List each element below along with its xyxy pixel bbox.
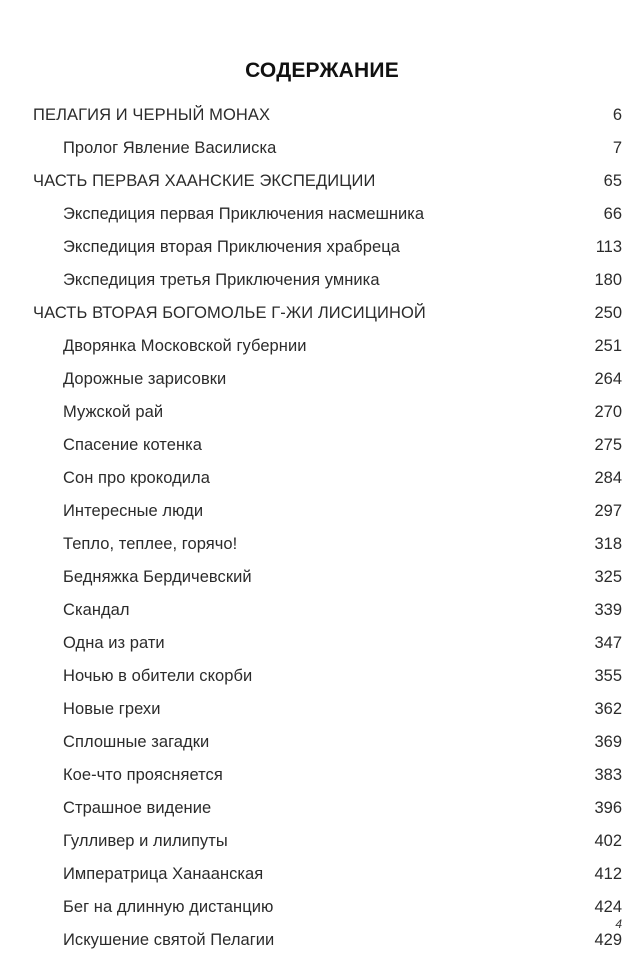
toc-entry-row[interactable] xyxy=(0,264,644,297)
toc-entry-row[interactable] xyxy=(0,495,644,528)
toc-entry-label: Страшное видение xyxy=(63,799,212,817)
toc-entry-page-number: 362 xyxy=(594,700,622,718)
toc-entry-row[interactable] xyxy=(0,330,644,363)
toc-entry-row[interactable] xyxy=(0,792,644,825)
toc-entry-row[interactable] xyxy=(0,528,644,561)
toc-entry-row[interactable] xyxy=(0,891,644,924)
toc-entry-row[interactable] xyxy=(0,924,644,957)
toc-entry-row[interactable] xyxy=(0,561,644,594)
toc-entry-row[interactable] xyxy=(0,825,644,858)
toc-entry-page-number: 250 xyxy=(594,304,622,322)
toc-entry-row[interactable] xyxy=(0,627,644,660)
toc-entry-row[interactable] xyxy=(0,132,644,165)
toc-entry-page-number: 402 xyxy=(594,832,622,850)
toc-entry-page-number: 369 xyxy=(594,733,622,751)
toc-entry-label: ЧАСТЬ ВТОРАЯ БОГОМОЛЬЕ Г-ЖИ ЛИСИЦИНОЙ xyxy=(33,304,426,322)
toc-entry-label: Экспедиция третья Приключения умника xyxy=(63,271,380,289)
toc-entry-label: Спасение котенка xyxy=(63,436,202,454)
toc-entry-label: Ночью в обители скорби xyxy=(63,667,253,685)
page-folio-number: 4 xyxy=(615,917,622,931)
toc-entry-row[interactable] xyxy=(0,594,644,627)
toc-entry-page-number: 396 xyxy=(594,799,622,817)
toc-entry-label: ПЕЛАГИЯ И ЧЕРНЫЙ МОНАХ xyxy=(33,106,271,124)
toc-entry-label: Сплошные загадки xyxy=(63,733,210,751)
toc-entry-label: Одна из рати xyxy=(63,634,165,652)
toc-entry-page-number: 325 xyxy=(594,568,622,586)
toc-entry-label: Бедняжка Бердичевский xyxy=(63,568,252,586)
toc-entry-page-number: 347 xyxy=(594,634,622,652)
toc-entry-page-number: 113 xyxy=(595,238,622,256)
toc-entry-row[interactable] xyxy=(0,462,644,495)
toc-entry-label: Гулливер и лилипуты xyxy=(63,832,228,850)
toc-entry-page-number: 297 xyxy=(594,502,622,520)
toc-entry-page-number: 284 xyxy=(594,469,622,487)
toc-entry-label: Тепло, теплее, горячо! xyxy=(63,535,238,553)
toc-entry-page-number: 65 xyxy=(603,172,622,190)
toc-entry-page-number: 264 xyxy=(594,370,622,388)
toc-entry-page-number: 318 xyxy=(594,535,622,553)
toc-entry-row[interactable] xyxy=(0,726,644,759)
toc-entry-page-number: 7 xyxy=(612,139,622,157)
toc-entry-row[interactable] xyxy=(0,198,644,231)
toc-entry-row[interactable] xyxy=(0,858,644,891)
toc-entry-row[interactable] xyxy=(0,297,644,330)
toc-entry-page-number: 424 xyxy=(594,898,622,916)
toc-entry-label: Императрица Ханаанская xyxy=(63,865,264,883)
toc-entry-label: Кое-что проясняется xyxy=(63,766,223,784)
toc-entry-page-number: 275 xyxy=(594,436,622,454)
toc-entry-page-number: 412 xyxy=(594,865,622,883)
toc-entry-row[interactable] xyxy=(0,429,644,462)
toc-entry-row[interactable] xyxy=(0,363,644,396)
toc-entry-page-number: 429 xyxy=(594,931,622,949)
toc-entry-page-number: 339 xyxy=(594,601,622,619)
toc-entry-row[interactable] xyxy=(0,165,644,198)
toc-entry-label: Мужской рай xyxy=(63,403,164,421)
toc-entry-page-number: 66 xyxy=(603,205,622,223)
page-title: СОДЕРЖАНИЕ xyxy=(245,59,399,82)
toc-entry-label: Искушение святой Пелагии xyxy=(63,931,275,949)
toc-entry-page-number: 383 xyxy=(594,766,622,784)
toc-entry-label: Экспедиция вторая Приключения храбреца xyxy=(63,238,400,256)
table-of-contents-list xyxy=(0,99,644,957)
toc-entry-page-number: 270 xyxy=(594,403,622,421)
toc-entry-row[interactable] xyxy=(0,759,644,792)
toc-entry-label: ЧАСТЬ ПЕРВАЯ ХААНСКИЕ ЭКСПЕДИЦИИ xyxy=(33,172,376,190)
toc-entry-row[interactable] xyxy=(0,660,644,693)
toc-entry-label: Бег на длинную дистанцию xyxy=(63,898,274,916)
toc-entry-row[interactable] xyxy=(0,693,644,726)
toc-entry-page-number: 6 xyxy=(612,106,622,124)
toc-entry-label: Интересные люди xyxy=(63,502,204,520)
toc-entry-row[interactable] xyxy=(0,99,644,132)
toc-entry-label: Скандал xyxy=(63,601,130,619)
toc-entry-label: Новые грехи xyxy=(63,700,161,718)
toc-entry-page-number: 180 xyxy=(594,271,622,289)
toc-entry-row[interactable] xyxy=(0,396,644,429)
toc-entry-row[interactable] xyxy=(0,231,644,264)
toc-entry-page-number: 355 xyxy=(594,667,622,685)
toc-entry-label: Пролог Явление Василиска xyxy=(63,139,277,157)
toc-entry-label: Дорожные зарисовки xyxy=(63,370,227,388)
toc-entry-label: Сон про крокодила xyxy=(63,469,210,487)
toc-entry-label: Экспедиция первая Приключения насмешника xyxy=(63,205,425,223)
toc-entry-label: Дворянка Московской губернии xyxy=(63,337,307,355)
toc-entry-page-number: 251 xyxy=(594,337,622,355)
